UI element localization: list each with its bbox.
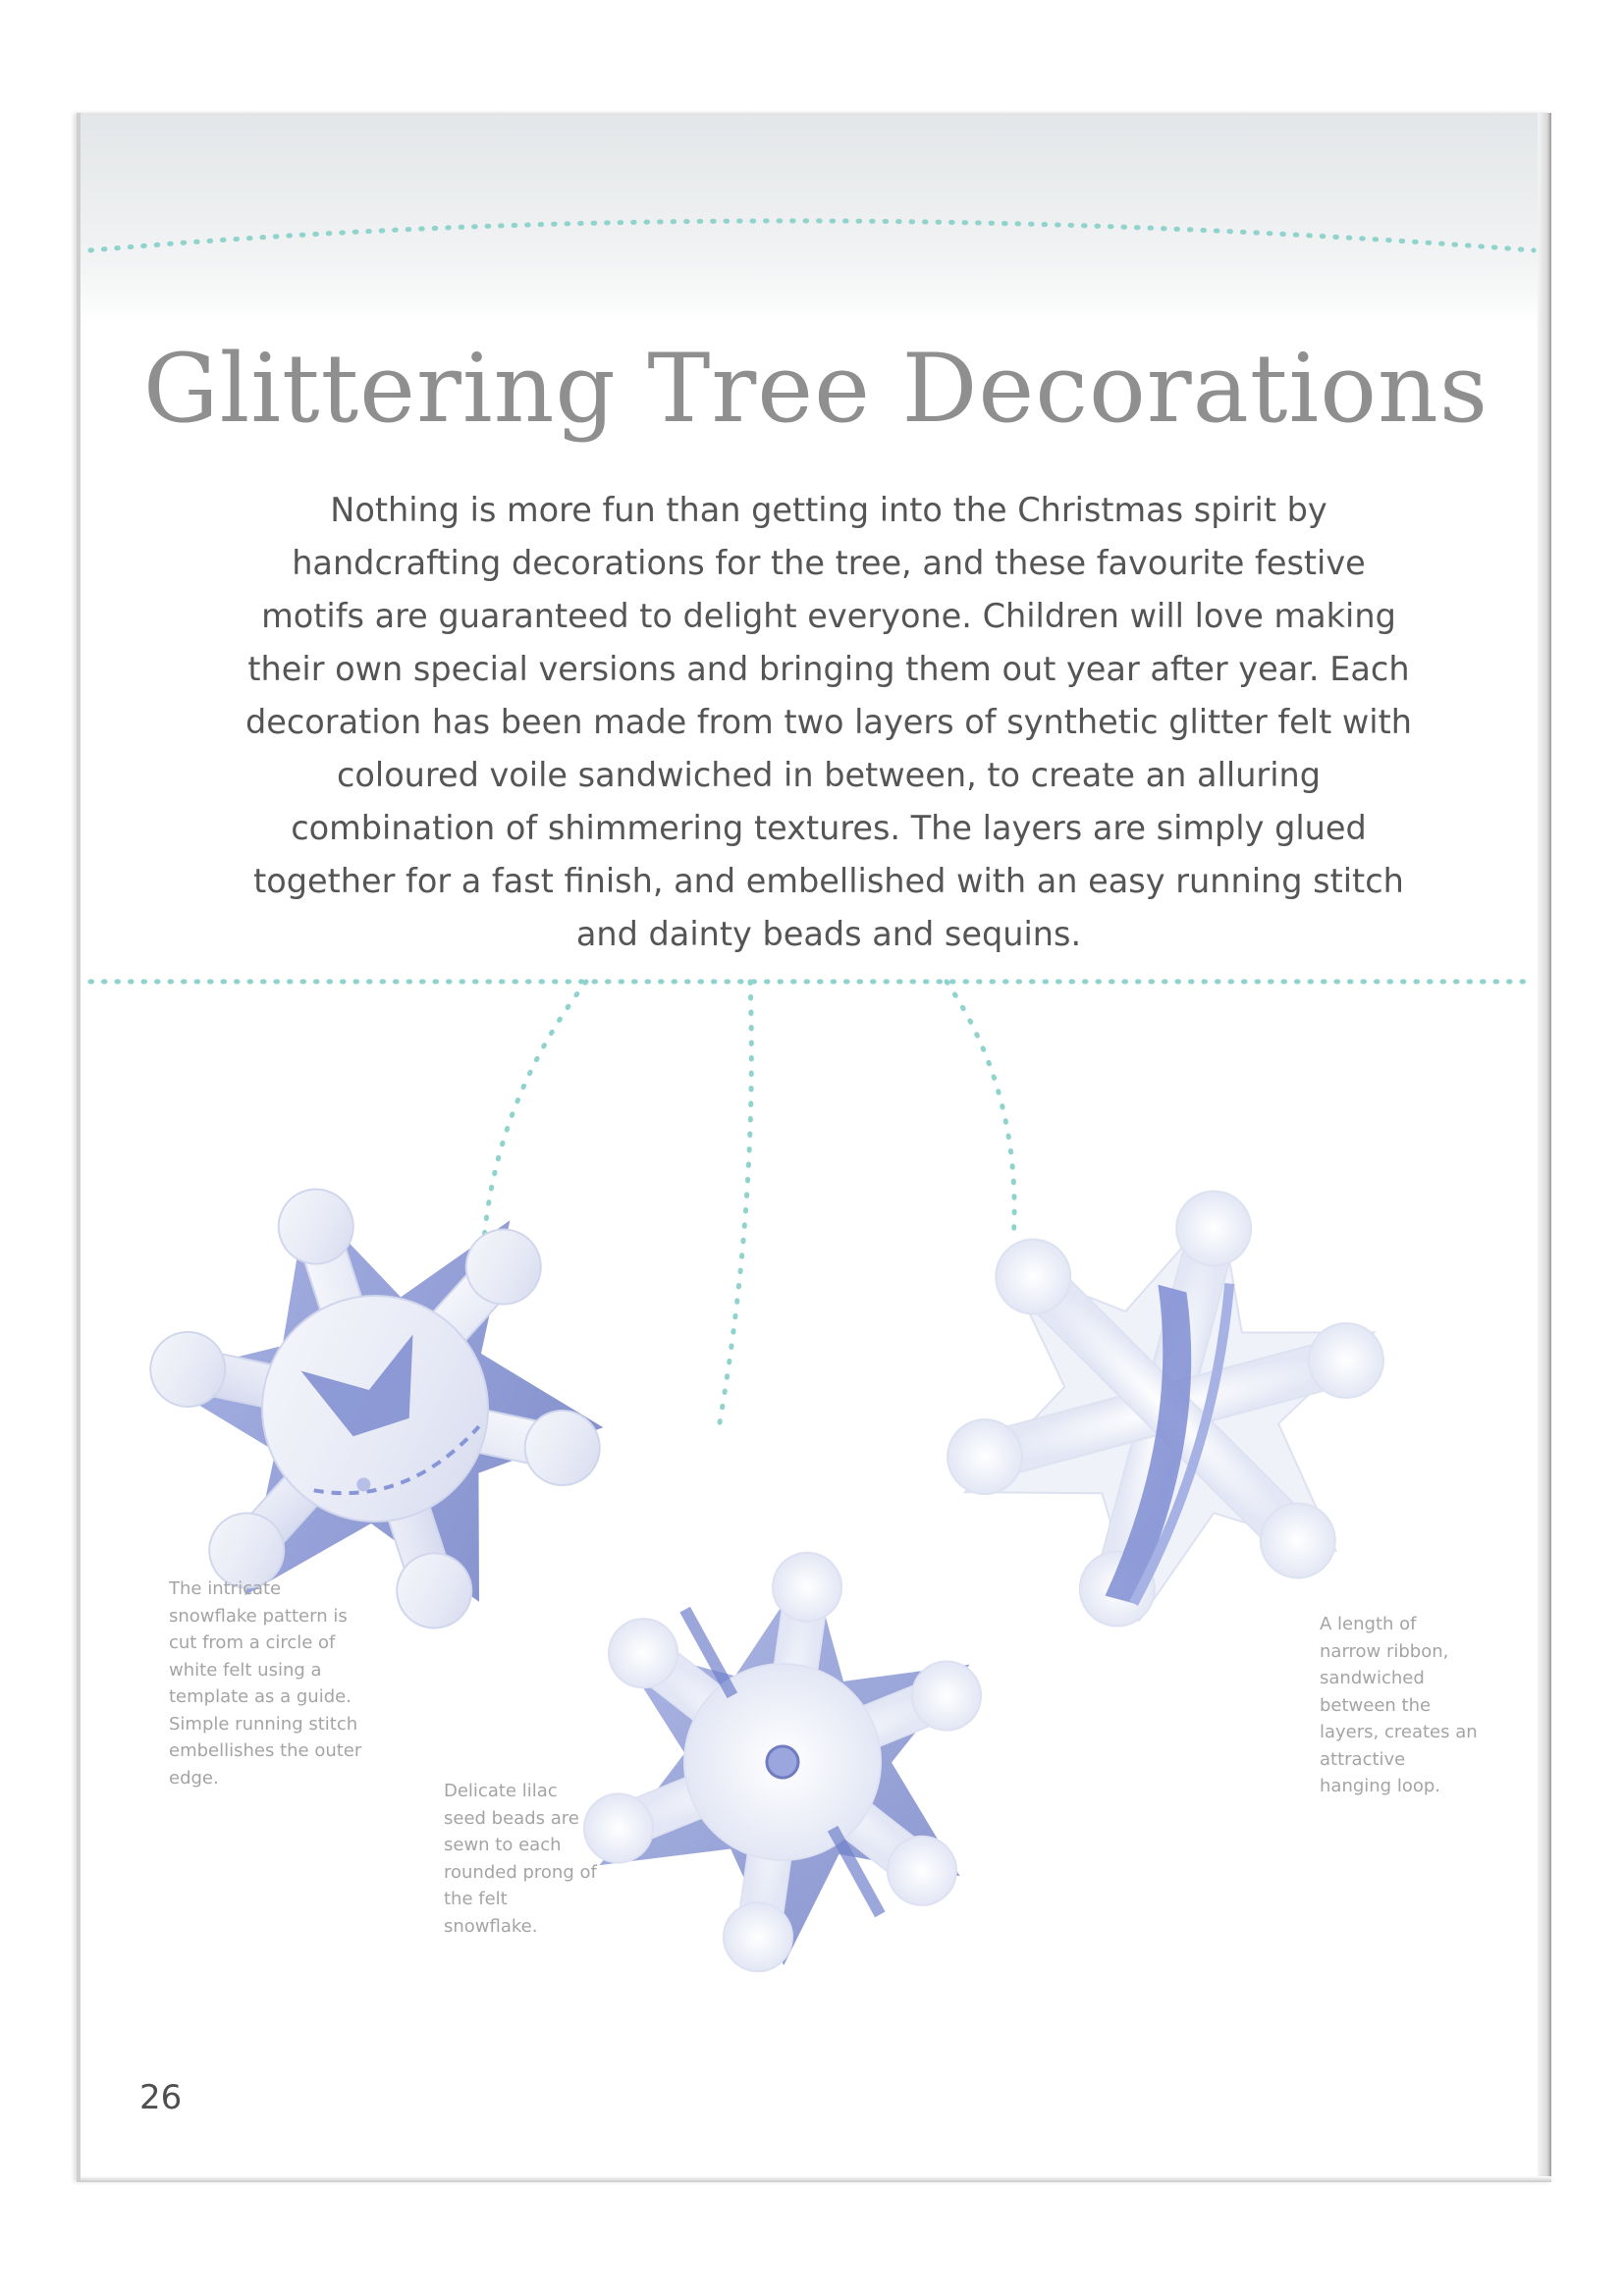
caption-left: The intricate snowflake pattern is cut from a circle of white felt using a template as a guide. Simple running stitch embellishes the outer edge. — [169, 1578, 362, 1789]
snowflake-middle — [568, 1527, 1001, 1999]
caption-right: A length of narrow ribbon, sandwiched between the layers, creates an attractive hanging loop. — [1320, 1614, 1478, 1796]
page-title: Glittering Tree Decorations — [142, 334, 1489, 444]
header-dotted-line — [90, 221, 1534, 250]
book-page — [77, 113, 1551, 2182]
caption-middle: Delicate lilac seed beads are sewn to each rounded prong of the felt snowflake. — [444, 1781, 597, 1937]
hanging-string-middle — [719, 982, 751, 1428]
page-number: 26 — [139, 2078, 183, 2117]
snowflake-right — [915, 1141, 1418, 1677]
intro-paragraph: Nothing is more fun than getting into the Christmas spirit by handcrafting decorations for the tree, and these favourite festive motifs are guaranteed to delight everyone. Children will love making their own special versions and bringing them out year after year. Each decoration has been made from two layers of synthetic glitter felt with coloured voile sandwiched in between, to create an alluring combination of shimmering textures. The layers are simply glued together for a fast finish, and embellished with an easy running stitch and dainty beads and sequins. — [245, 491, 1412, 953]
hanging-string-right — [947, 982, 1014, 1242]
hanging-string-left — [483, 982, 586, 1252]
